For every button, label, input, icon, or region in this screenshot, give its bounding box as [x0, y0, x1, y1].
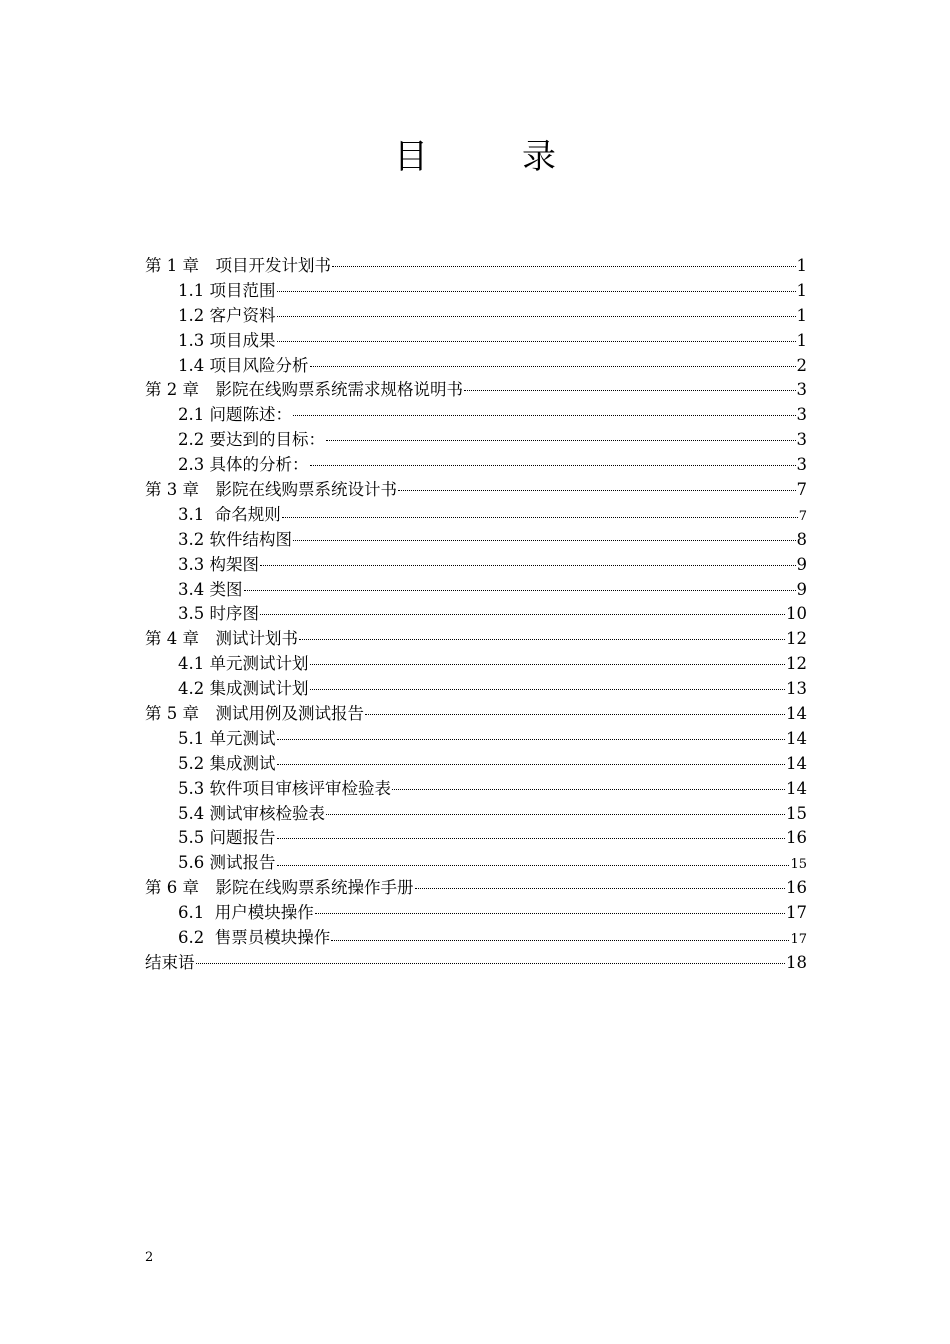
toc-section-entry[interactable]: [145, 677, 807, 702]
toc-section-entry[interactable]: [145, 553, 807, 578]
dot-leader: [277, 290, 796, 292]
toc-entry-page-number: 1: [796, 280, 807, 300]
toc-entry-page-number: 10: [786, 604, 807, 624]
toc-entry-page-number: 17: [790, 932, 807, 948]
toc-chapter-entry[interactable]: [145, 254, 807, 279]
toc-entry-label: 第 2 章 影院在线购票系统需求规格说明书: [145, 380, 463, 400]
toc-entry-page-number: 18: [786, 952, 807, 972]
toc-entry-label: 2.1 问题陈述：: [178, 405, 292, 425]
toc-entry-label: 4.2 集成测试计划: [178, 679, 309, 699]
toc-entry-label: 5.4 测试审核检验表: [178, 803, 325, 823]
toc-chapter-entry[interactable]: [145, 478, 807, 503]
toc-entry-page-number: 9: [796, 554, 807, 574]
toc-entry-label: 3.4 类图: [178, 579, 243, 599]
dot-leader: [299, 638, 785, 640]
toc-section-entry[interactable]: [145, 826, 807, 851]
toc-entry-label: 5.5 问题报告: [178, 828, 276, 848]
toc-section-entry[interactable]: [145, 503, 807, 528]
toc-section-entry[interactable]: [145, 727, 807, 752]
toc-entry-label: 5.2 集成测试: [178, 753, 276, 773]
dot-leader: [310, 688, 786, 690]
toc-entry-label: 4.1 单元测试计划: [178, 654, 309, 674]
dot-leader: [310, 464, 796, 466]
dot-leader: [277, 837, 786, 839]
toc-entry-label: 5.1 单元测试: [178, 728, 276, 748]
toc-entry-page-number: 8: [796, 529, 807, 549]
dot-leader: [282, 516, 798, 518]
toc-entry-label: 6.1 用户模块操作: [178, 903, 314, 923]
toc-entry-page-number: 17: [786, 903, 807, 923]
toc-entry-label: 第 4 章 测试计划书: [145, 629, 298, 649]
dot-leader: [331, 939, 789, 941]
dot-leader: [277, 315, 796, 317]
toc-section-entry[interactable]: [145, 354, 807, 379]
dot-leader: [293, 414, 796, 416]
toc-entry-label: 3.5 时序图: [178, 604, 259, 624]
toc-entry-label: 1.4 项目风险分析: [178, 355, 309, 375]
toc-section-entry[interactable]: [145, 652, 807, 677]
toc-entry-page-number: 15: [790, 857, 807, 873]
toc-chapter-entry[interactable]: [145, 627, 807, 652]
table-of-contents: [145, 254, 807, 976]
toc-section-entry[interactable]: [145, 453, 807, 478]
toc-entry-label: 第 5 章 测试用例及测试报告: [145, 704, 364, 724]
toc-section-entry[interactable]: [145, 901, 807, 926]
toc-entry-page-number: 14: [786, 704, 807, 724]
toc-entry-page-number: 16: [786, 828, 807, 848]
toc-entry-page-number: 12: [786, 629, 807, 649]
toc-entry-label: 5.3 软件项目审核评审检验表: [178, 778, 391, 798]
dot-leader: [415, 887, 786, 889]
dot-leader: [398, 489, 796, 491]
toc-entry-label: 第 6 章 影院在线购票系统操作手册: [145, 878, 414, 898]
toc-entry-page-number: 15: [786, 803, 807, 823]
toc-chapter-entry[interactable]: [145, 876, 807, 901]
toc-entry-page-number: 13: [786, 679, 807, 699]
toc-section-entry[interactable]: [145, 279, 807, 304]
toc-section-entry[interactable]: [145, 304, 807, 329]
dot-leader: [326, 439, 796, 441]
toc-entry-page-number: 1: [796, 330, 807, 350]
dot-leader: [310, 663, 786, 665]
dot-leader: [277, 340, 796, 342]
toc-entry-page-number: 14: [786, 778, 807, 798]
toc-entry-label: 第 3 章 影院在线购票系统设计书: [145, 480, 397, 500]
toc-section-entry[interactable]: [145, 428, 807, 453]
dot-leader: [310, 365, 796, 367]
toc-entry-page-number: 7: [798, 508, 807, 524]
toc-entry-page-number: 3: [796, 405, 807, 425]
dot-leader: [277, 738, 786, 740]
toc-entry-label: 1.1 项目范围: [178, 280, 276, 300]
toc-entry-page-number: 14: [786, 728, 807, 748]
toc-entry-page-number: 1: [796, 305, 807, 325]
toc-entry-label: 2.2 要达到的目标：: [178, 430, 325, 450]
dot-leader: [260, 564, 796, 566]
toc-entry-label: 1.2 客户资料: [178, 305, 276, 325]
toc-section-entry[interactable]: [145, 777, 807, 802]
dot-leader: [315, 912, 785, 914]
toc-entry-page-number: 16: [786, 878, 807, 898]
dot-leader: [326, 813, 785, 815]
toc-section-entry[interactable]: [145, 329, 807, 354]
toc-entry-page-number: 1: [796, 256, 807, 275]
toc-chapter-entry[interactable]: [145, 951, 807, 976]
dot-leader: [332, 265, 796, 267]
toc-entry-page-number: 9: [796, 579, 807, 599]
dot-leader: [244, 589, 796, 591]
toc-entry-page-number: 7: [796, 480, 807, 500]
dot-leader: [293, 539, 796, 541]
toc-section-entry[interactable]: [145, 602, 807, 627]
toc-entry-label: 第 1 章 项目开发计划书: [145, 256, 331, 275]
toc-section-entry[interactable]: [145, 802, 807, 827]
toc-section-entry[interactable]: [145, 851, 807, 876]
toc-entry-label: 5.6 测试报告: [178, 853, 276, 873]
toc-entry-page-number: 3: [796, 430, 807, 450]
toc-entry-label: 2.3 具体的分析：: [178, 455, 309, 475]
toc-entry-page-number: 2: [796, 355, 807, 375]
toc-chapter-entry[interactable]: [145, 702, 807, 727]
toc-section-entry[interactable]: [145, 403, 807, 428]
dot-leader: [277, 864, 790, 866]
toc-entry-label: 结束语: [145, 952, 195, 972]
dot-leader: [196, 962, 786, 964]
toc-entry-page-number: 3: [796, 380, 807, 400]
toc-section-entry[interactable]: [145, 578, 807, 603]
dot-leader: [277, 763, 786, 765]
toc-entry-page-number: 3: [796, 455, 807, 475]
toc-entry-label: 3.1 命名规则: [178, 504, 281, 524]
toc-section-entry[interactable]: [145, 752, 807, 777]
toc-entry-label: 1.3 项目成果: [178, 330, 276, 350]
dot-leader: [392, 788, 785, 790]
toc-title: 目 录: [394, 137, 586, 177]
toc-entry-label: 3.2 软件结构图: [178, 529, 292, 549]
dot-leader: [464, 389, 796, 391]
toc-entry-page-number: 14: [786, 753, 807, 773]
toc-entry-page-number: 12: [786, 654, 807, 674]
page-number: 2: [145, 1250, 154, 1265]
toc-chapter-entry[interactable]: [145, 378, 807, 403]
toc-section-entry[interactable]: [145, 926, 807, 951]
dot-leader: [365, 713, 785, 715]
toc-section-entry[interactable]: [145, 528, 807, 553]
toc-entry-label: 6.2 售票员模块操作: [178, 928, 331, 948]
dot-leader: [260, 613, 785, 615]
toc-entry-label: 3.3 构架图: [178, 554, 259, 574]
